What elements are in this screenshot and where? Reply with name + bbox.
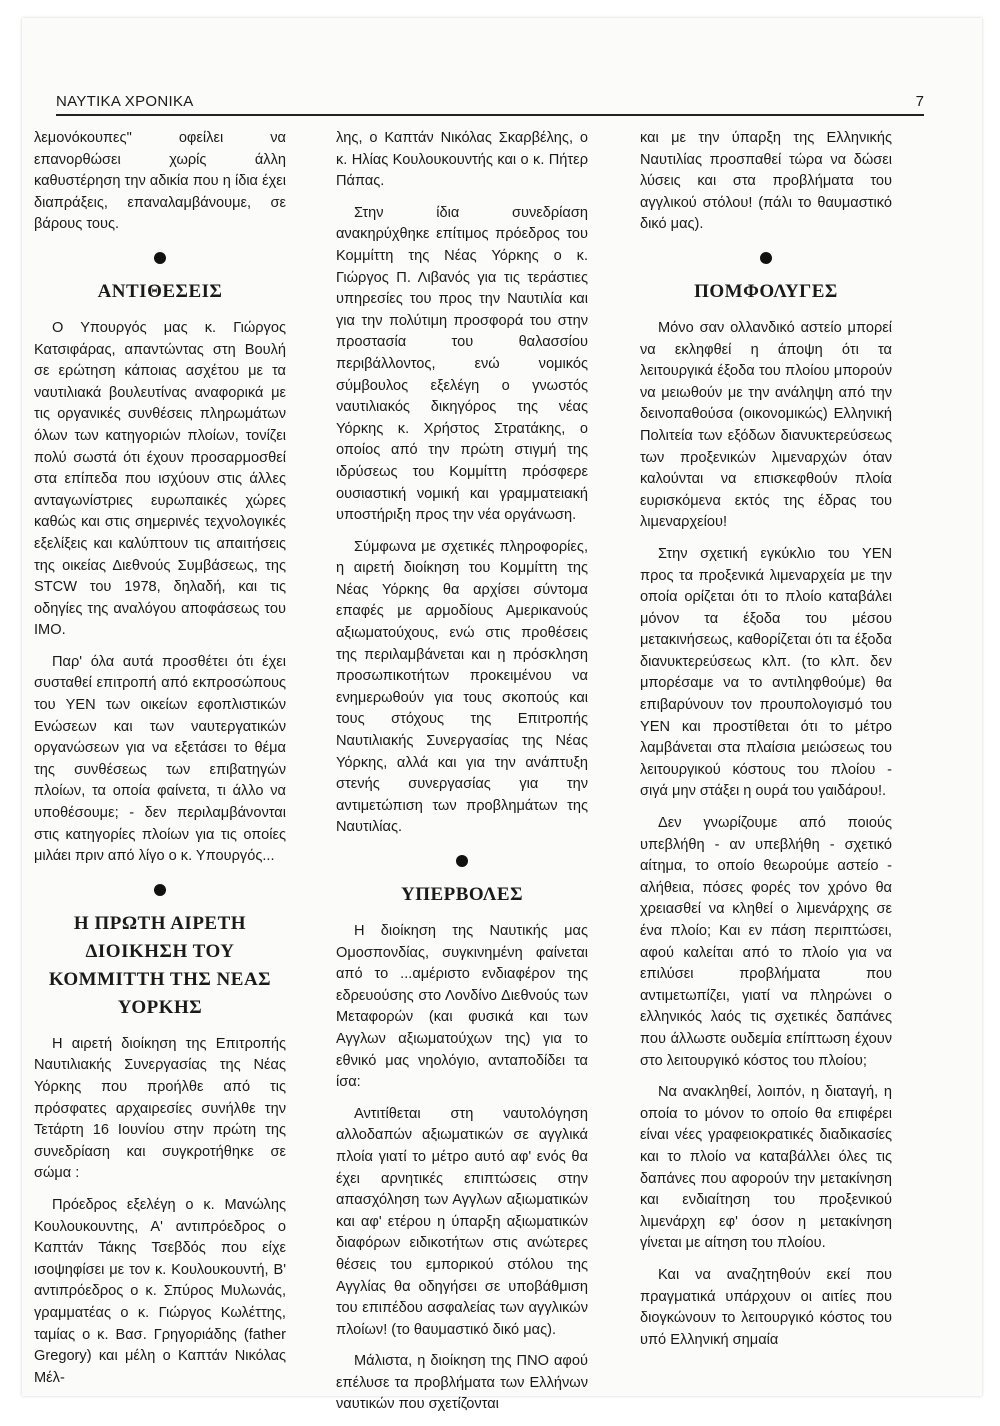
section-heading: ΠΟΜΦΟΛΥΓΕΣ — [694, 280, 838, 302]
column-3 — [640, 128, 892, 1361]
section-heading: ΥΠΕΡΒΟΛΕΣ — [400, 884, 524, 905]
article-paragraph: Μάλιστα, η διοίκηση της ΠΝΟ αφού επέλυσε τα προβλήματα των Ελλήνων ναυτικών που σχετίζονται — [336, 1353, 588, 1413]
article-paragraph: Στην ίδια συνεδρίαση ανακηρύχθηκε επίτιμος πρόεδρος του Κομμίττη της Νέας Υόρκης ο κ. Γιώργος Π. Λιβανός για τις τεράστιες υπηρεσίες του προς την Ναυτιλία και για την πολύτιμη προσφορά του στην προστασία του θαλασσίου περιβάλλοντος, ενώ νομικός σύμβουλος εξελέγη ο γνωστός ναυτιλιακός δικηγόρος της νέας Υόρκης κ. Χρήστος Στρατάκης, ο οποίος από την πρώτη στιγμή της ιδρύσεως του Κομμίττη πρόσφερε ουσιαστική νομική και γραμματειακή υποστήριξη προς την νέα οργάνωση. — [336, 204, 588, 524]
article-paragraph: Στην σχετική εγκύκλιο του ΥΕΝ προς τα προξενικά λιμεναρχεία με την οποία ορίζεται ότι το πλοίο καταβάλει μόνον τα έξοδα του μέσου μετακινήσεως, καθορίζεται ότι τα έξοδα διανυκτερεύσεως κλπ. (το κλπ. δεν μπορέσαμε να το αντιληφθούμε) θα επιβαρύνουν τον προυπολογισμό του ΥΕΝ και προστίθεται ότι το μέτρο λαμβάνεται στα πλαίσια μειώσεως του λειτουργικού κόστους του πλοίου - σιγά μην στάξει η ουρά του γαιδάρου!. — [640, 545, 892, 800]
section-bullet-icon — [456, 855, 468, 867]
column-1 — [34, 128, 286, 1399]
article-paragraph: λεμονόκουπες" οφείλει να επανορθώσει χωρίς άλλη καθυστέρηση την αδικία που η ίδια έχει διαπράξεις, επαναλαμβάνουμε, σε βάρους τους. — [34, 130, 286, 233]
section-heading: ΑΝΤΙΘΕΣΕΙΣ — [97, 280, 223, 302]
article-paragraph: Να ανακληθεί, λοιπόν, η διαταγή, η οποία το μόνον το οποίο θα επιφέρει είναι νέες γραφειοκρατικές διαδικασίες και το πλοίο να καταβάλλει όλες τις δαπάνες που αφορούν την μετακίνηση και ενδιαίτηση του προξενικού λιμενάρχη εφ' όσον η μετακίνηση γίνεται με αίτηση του πλοίου. — [640, 1084, 892, 1252]
section-heading: Η ΠΡΩΤΗ ΑΙΡΕΤΗ ΔΙΟΙΚΗΣΗ ΤΟΥ ΚΟΜΜΙΤΤΗ ΤΗΣ ΝΕΑΣ ΥΟΡΚΗΣ — [48, 912, 272, 1018]
article-paragraph: Δεν γνωρίζουμε από ποιούς υπεβλήθη - αν υπεβλήθη - σχετικό αίτημα, το οποίο θεωρούμε αστείο - αλήθεια, πόσες φορές τον χρόνο θα χρειασθεί να κληθεί ο λιμενάρχης σε ένα πλοίο; Και εν πάση περιπτώσει, αφού καλείται από το πλοίο για να επιλύσει προβλήματα που αντιμετωπίζει, γιατί να πληρώνει ο ελληνικός λαός τις σχετικές δαπάνες που άλλωστε ουδεμία επίπτωση έχουν στο λειτουργικό κόστος του πλοίου; — [640, 815, 892, 1069]
article-paragraph: και με την ύπαρξη της Ελληνικής Ναυτιλίας προσπαθεί τώρα να δώσει λύσεις και στα προβλήματα του αγγλικού στόλου! (πάλι το θαυμαστικό δικό μας). — [640, 130, 892, 233]
article-paragraph: Πρόεδρος εξελέγη ο κ. Μανώλης Κουλουκουντης, Α' αντιπρόεδρος ο Καπτάν Τάκης Τσεβδός που είχε ισοψηφίσει με τον κ. Κουλουκουντή, Β' αντιπρόεδρος ο κ. Σπύρος Μυλωνάς, γραμματέας ο κ. Γιώργος Κωλέττης, ταμίας ο κ. Βασ. Γρηγοριάδης (father Gregory) και μέλη ο Καπτάν Νικόλας Μέλ- — [34, 1196, 286, 1386]
article-paragraph: Παρ' όλα αυτά προσθέτει ότι έχει συσταθεί επιτροπή από εκπροσώπους του ΥΕΝ των οικείων εφοπλιστικών Ενώσεων και των ναυτεργατικών οργανώσεων για να εξετάσει το θέμα της συνθέσεως των επιβατηγών πλοίων, τα οποία φαίνετα, τι άλλο να υποθέσουμε; - δεν περιλαμβάνονται στις κατηγορίες πλοίων για τις οποίες μιλάει πριν από λίγο ο κ. Υπουργός... — [34, 653, 286, 865]
section-bullet-icon — [154, 252, 166, 264]
page-number: 7 — [915, 93, 924, 110]
newspaper-name: ΝΑΥΤΙΚΑ ΧΡΟΝΙΚΑ — [56, 93, 194, 110]
article-paragraph: Ο Υπουργός μας κ. Γιώργος Κατσιφάρας, απαντώντας στη Βουλή σε ερώτηση κάποιας ασχέτου με τα ναυτιλιακά βουλευτίνας αναφορικά με τις οργανικές συνθέσεις πληρωμάτων όλων των κατηγοριών πλοίων, τονίζει πολύ σωστά ότι έχουν προσαρμοσθεί στα επίπεδα που ισχύουν στις άλλες ανταγωνίστριες ευρωπαικές χώρες καθώς και στις σημερινές τεχνολογικές εξελίξεις και καλύπτουν τις απαιτήσεις της οικείας Διεθνούς Συμβάσεως, της STCW του 1978, δηλαδή, και τις οδηγίες της αναλόγου αποφάσεως του ΙΜΟ. — [34, 319, 286, 639]
column-2 — [336, 128, 588, 1426]
article-paragraph: Και να αναζητηθούν εκεί που πραγματικά υπάρχουν οι αιτίες που διογκώνουν το λειτουργικό κόστος του υπό Ελληνική σημαία — [640, 1266, 892, 1348]
article-paragraph: Μόνο σαν ολλανδικό αστείο μπορεί να εκληφθεί η άποψη ότι τα λειτουργικά έξοδα του πλοίου μπορούν να μειωθούν με την ανάληψη από την δεινοπαθούσα (οικονομικώς) Ελληνική Πολιτεία των εξόδων διανυκτερεύσεως των προξενικών λιμεναρχών όταν καλούνται να επισκεφθούν πλοία ευρισκόμενα εκτός της έδρας του λιμεναρχείου! — [640, 319, 892, 531]
running-header — [56, 84, 924, 116]
section-bullet-icon — [760, 252, 772, 264]
article-paragraph: Η διοίκηση της Ναυτικής μας Ομοσπονδίας, συγκινημένη φαίνεται από το ...αμέριστο ενδιαφέρον της εδρευούσης στο Λονδίνο Διεθνούς των Μεταφορών (και φυσικά και των Αγγλων αξιωματούχων της) για το εθνικό μας νηολόγιο, ανταποδίδει τα ίσα: — [336, 923, 588, 1091]
article-paragraph: Σύμφωνα με σχετικές πληροφορίες, η αιρετή διοίκηση του Κομμίττη της Νέας Υόρκης θα αρχίσει σύντομα επαφές με αρμοδίους Αμερικανούς αξιωματούχους, ενώ στις προθέσεις της περιλαμβάνεται και η πρόσκληση προσωπικοτήτων προκειμένου να ενημερωθούν για τους σκοπούς και τους στόχους της Επιτροπής Ναυτιλιακής Συνεργασίας της Νέας Υόρκης, αλλά και για την ανάπτυξη στενής συνεργασίας για την αντιμετώπιση των προβλημάτων της Ναυτιλίας. — [336, 538, 588, 836]
article-paragraph: Αντιτίθεται στη ναυτολόγηση αλλοδαπών αξιωματικών σε αγγλικά πλοία γιατί το μέτρο αυτό αφ' ενός θα έχει αρνητικές επιπτώσεις στην απασχόληση των Αγγλων αξιωματικών και αφ' ετέρου η ύπαρξη αξιωματικών διαφόρων ειδικοτήτων στις ανώτερες θέσεις του εμπορικού στόλου της Αγγλίας θα οδηγήσει σε υποβάθμιση του επιπέδου ασφαλείας των αγγλικών πλοίων! (το θαυμαστικό δικό μας). — [336, 1105, 588, 1338]
article-paragraph: Η αιρετή διοίκηση της Επιτροπής Ναυτιλιακής Συνεργασίας της Νέας Υόρκης που προήλθε από τις πρόσφατες αρχαιρεσίες συνήλθε την Τετάρτη 16 Ιουνίου στην πρώτη της συνεδρίαση και συγκροτήθηκε σε σώμα : — [34, 1035, 286, 1182]
section-bullet-icon — [154, 884, 166, 896]
article-paragraph: λης, ο Καπτάν Νικόλας Σκαρβέλης, ο κ. Ηλίας Κουλουκουντής και ο κ. Πήτερ Πάπας. — [336, 130, 588, 190]
